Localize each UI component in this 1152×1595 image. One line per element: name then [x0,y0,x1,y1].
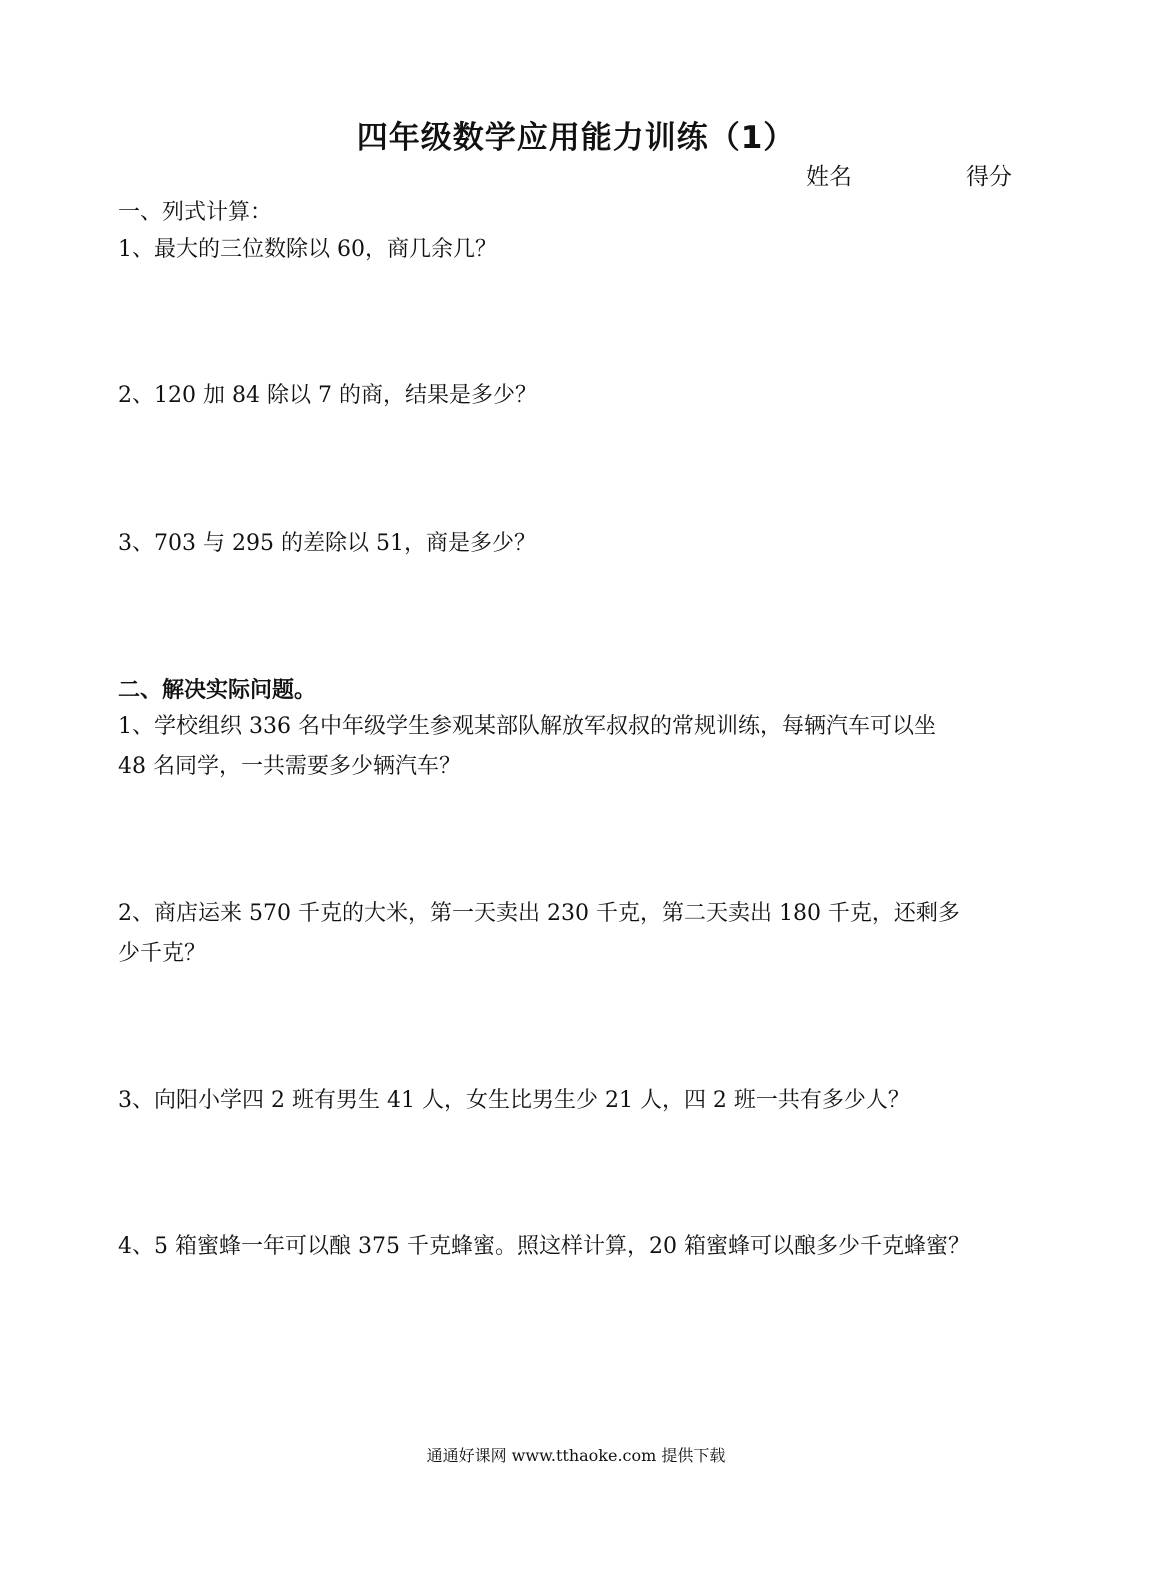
section2-question-2-line1: 2、商店运来 570 千克的大米，第一天卖出 230 千克，第二天卖出 180 千克，还剩多 [118,901,960,926]
section2-question-1-line2: 48 名同学，一共需要多少辆汽车？ [118,754,461,779]
section1-question-1: 1、最大的三位数除以 60，商几余几？ [118,237,497,262]
section2-question-1-line1: 1、学校组织 336 名中年级学生参观某部队解放军叔叔的常规训练，每辆汽车可以坐 [118,714,936,739]
section1-heading: 一、列式计算： [118,200,273,225]
section1-question-2: 2、120 加 84 除以 7 的商，结果是多少？ [118,383,537,408]
section2-question-4: 4、5 箱蜜蜂一年可以酿 375 千克蜂蜜。照这样计算，20 箱蜜蜂可以酿多少千克蜂蜜？ [118,1234,970,1259]
section2-question-3: 3、向阳小学四 2 班有男生 41 人，女生比男生少 21 人，四 2 班一共有多少人？ [118,1088,910,1113]
section1-question-3: 3、703 与 295 的差除以 51，商是多少？ [118,531,536,556]
score-field-label: 得分 [966,164,1012,190]
section2-heading: 二、解决实际问题。 [118,677,317,703]
section2-question-2-line2: 少千克？ [118,941,207,966]
worksheet-title: 四年级数学应用能力训练（1） [356,120,796,156]
name-field-label: 姓名 [806,164,852,190]
footer-credit: 通通好课网 www.tthaoke.com 提供下载 [426,1446,726,1465]
